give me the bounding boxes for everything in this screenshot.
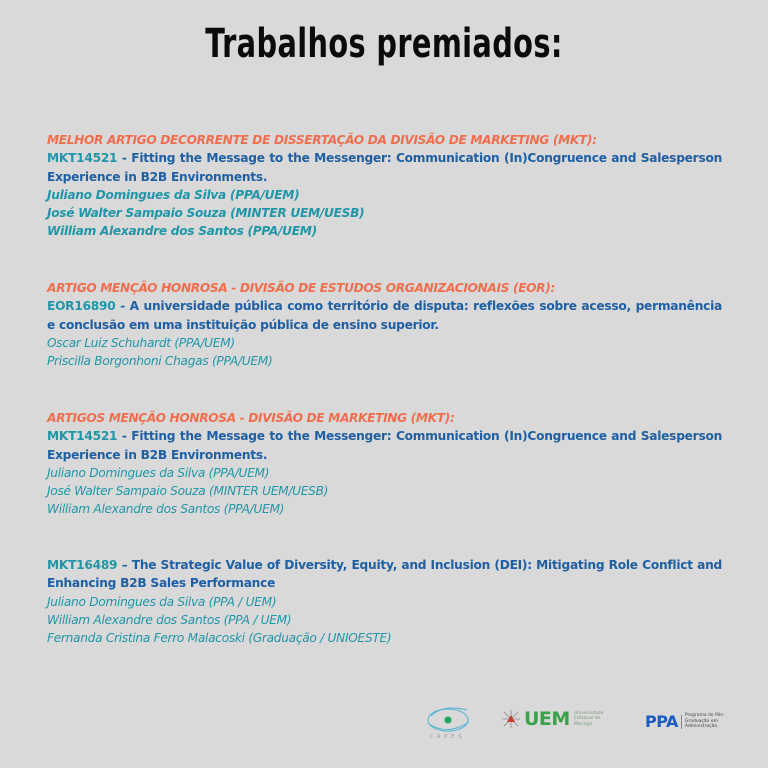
paper-separator: - [115,299,130,314]
award-section-honorable-mention-eor [47,279,722,370]
ppa-subtitle: Programa de Pós-Graduação em Administração [684,713,725,730]
capes-logo [420,702,475,744]
award-category: MELHOR ARTIGO DECORRENTE DE DISSERTAÇÃO DA DIVISÃO DE MARKETING (MKT): [47,133,597,147]
author: Oscar Luiz Schuhardt (PPA/UEM) [47,335,235,350]
author: William Alexandre dos Santos (PPA/UEM) [47,502,285,517]
paper-code: MKT14521 [47,151,118,166]
paper-separator: - [117,151,132,166]
ppa-logo [645,712,725,731]
uem-star-icon [500,708,522,730]
author: Juliano Domingues da Silva (PPA / UEM) [47,594,277,609]
paper-title [47,149,722,186]
paper-title-text: Fitting the Message to the Messenger: Communication (In)Congruence and Salesperson Experience in B2B Environments. [47,429,722,462]
paper-title-text: The Strategic Value of Diversity, Equity, and Inclusion (DEI): Mitigating Role Conflict and Enhancing B2B Sales Performance [47,558,722,591]
paper-code: EOR16890 [47,299,116,314]
author: José Walter Sampaio Souza (MINTER UEM/UESB) [47,484,329,499]
paper-code: MKT16489 [47,558,118,572]
author: William Alexandre dos Santos (PPA / UEM) [47,612,292,627]
page-title: Trabalhos premiados: [205,21,563,67]
award-section-honorable-mention-mkt [47,409,722,519]
author: William Alexandre dos Santos (PPA/UEM) [47,224,317,239]
paper-separator: - [117,429,132,444]
capes-orbit-icon [423,702,473,736]
award-section-best-dissertation-article [47,131,722,241]
paper-title [47,297,722,334]
uem-logo [500,708,608,730]
paper-title-text: Fitting the Message to the Messenger: Communication (In)Congruence and Salesperson Experience in B2B Environments. [47,151,722,184]
author: Juliano Domingues da Silva (PPA/UEM) [47,465,270,480]
paper-title-text: A universidade pública como território de disputa: reflexões sobre acesso, permanência e conclusão em uma instituição pública de ensino superior. [47,299,722,332]
author: José Walter Sampaio Souza (MINTER UEM/UESB) [47,206,365,221]
footer-logos [0,700,768,750]
ppa-name: PPA [645,712,678,731]
uem-subtitle: Universidade Estadual de Maringá [573,710,604,727]
uem-name: UEM [524,708,570,730]
paper-code: MKT14521 [47,429,118,444]
award-paper-mkt16489 [47,556,722,647]
author: Priscilla Borgonhoni Chagas (PPA/UEM) [47,354,273,369]
ppa-divider [681,715,682,729]
award-category: ARTIGO MENÇÃO HONROSA - DIVISÃO DE ESTUDOS ORGANIZACIONAIS (EOR): [47,281,555,295]
author: Juliano Domingues da Silva (PPA/UEM) [47,187,300,202]
paper-title [47,427,722,464]
award-category: ARTIGOS MENÇÃO HONROSA - DIVISÃO DE MARKETING (MKT): [47,411,455,425]
capes-label: CAPES [429,734,466,740]
paper-separator: – [117,558,132,572]
author: Fernanda Cristina Ferro Malacoski (Graduação / UNIOESTE) [47,631,392,646]
paper-title [47,556,722,593]
